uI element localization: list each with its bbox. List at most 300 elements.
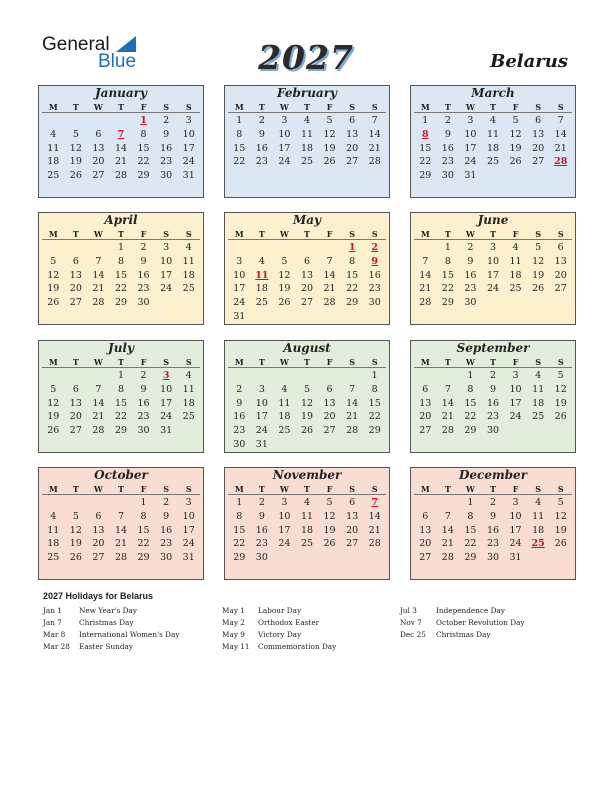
day-cell: 30 — [255, 552, 268, 564]
day-grid — [414, 369, 572, 438]
empty-day-cell — [318, 369, 341, 383]
weekday-header: S — [163, 229, 170, 239]
weekday-header: S — [163, 484, 170, 494]
weekday-header: F — [326, 229, 333, 239]
weekday-header: W — [93, 229, 103, 239]
day-cell: 28 — [441, 425, 454, 437]
day-cell: 6 — [95, 128, 102, 140]
day-cell: 13 — [532, 128, 545, 140]
day-cell: 13 — [419, 397, 432, 409]
day-cell: 21 — [346, 411, 359, 423]
weekday-header: S — [349, 357, 356, 367]
day-cell: 10 — [160, 255, 173, 267]
weekday-header: F — [512, 357, 519, 367]
day-cell: 16 — [255, 142, 268, 154]
weekday-header: W — [465, 357, 475, 367]
weekday-header: F — [140, 357, 147, 367]
day-grid — [414, 496, 572, 565]
day-cell: 22 — [368, 411, 381, 423]
day-cell: 28 — [419, 297, 432, 309]
day-grid — [228, 369, 386, 452]
day-cell: 29 — [137, 552, 150, 564]
day-cell: 23 — [233, 425, 246, 437]
weekday-header-row — [414, 356, 572, 368]
weekday-header: W — [279, 229, 289, 239]
day-cell: 22 — [464, 411, 477, 423]
weekday-header: W — [93, 484, 103, 494]
day-cell: 23 — [441, 156, 454, 168]
day-cell: 2 — [140, 370, 147, 381]
holiday-row — [43, 629, 179, 641]
day-cell: 25 — [47, 170, 60, 182]
day-cell: 16 — [233, 411, 246, 423]
holiday-date: May 2 — [222, 618, 245, 627]
day-cell: 11 — [532, 383, 545, 395]
holiday-date: Jan 7 — [43, 618, 62, 627]
day-cell: 24 — [255, 425, 268, 437]
holiday-name: New Year's Day — [79, 606, 138, 615]
holiday-row — [222, 617, 336, 629]
weekday-header-row — [42, 356, 200, 368]
weekday-header: T — [118, 229, 124, 239]
weekday-header: T — [258, 484, 265, 494]
day-cell: 6 — [95, 510, 102, 522]
day-grid — [414, 241, 572, 310]
day-cell: 29 — [137, 170, 150, 182]
holiday-date: Mar 28 — [43, 642, 70, 651]
day-grid — [42, 369, 200, 438]
day-cell: 20 — [419, 411, 432, 423]
month-title: April — [104, 213, 138, 227]
day-cell: 11 — [532, 510, 545, 522]
empty-day-cell — [251, 369, 274, 383]
day-cell: 26 — [323, 156, 336, 168]
day-cell: 10 — [255, 397, 268, 409]
weekday-header: S — [185, 229, 192, 239]
day-grid — [42, 496, 200, 565]
day-cell: 7 — [349, 383, 356, 395]
day-cell: 21 — [554, 142, 567, 154]
weekday-header: M — [234, 102, 244, 112]
weekday-header: F — [512, 102, 519, 112]
day-cell: 18 — [47, 156, 60, 168]
day-cell: 17 — [160, 397, 173, 409]
day-cell: 3 — [236, 255, 243, 267]
day-cell: 19 — [323, 524, 336, 536]
holiday-name: Easter Sunday — [79, 642, 134, 651]
day-cell: 21 — [419, 283, 432, 295]
day-cell: 4 — [535, 370, 542, 381]
day-cell: 8 — [140, 128, 147, 140]
weekday-header: F — [326, 357, 333, 367]
day-cell: 19 — [47, 411, 60, 423]
month-title: September — [456, 341, 530, 355]
month-title: May — [292, 213, 322, 227]
holiday-name: Orthodox Easter — [258, 618, 320, 627]
day-cell: 11 — [182, 255, 195, 267]
day-cell: 30 — [464, 297, 477, 309]
day-cell: 9 — [163, 128, 170, 140]
day-cell: 15 — [464, 397, 477, 409]
holiday-date: May 9 — [222, 630, 245, 639]
day-cell: 3 — [185, 115, 192, 126]
holiday-row — [222, 641, 336, 653]
day-cell: 26 — [532, 283, 545, 295]
day-cell: 2 — [236, 383, 243, 395]
day-cell: 5 — [557, 497, 564, 508]
day-cell: 14 — [441, 397, 454, 409]
weekday-header: F — [512, 229, 519, 239]
day-cell: 10 — [160, 383, 173, 395]
weekday-header: F — [326, 102, 333, 112]
empty-day-cell — [296, 369, 319, 383]
weekday-header-row — [228, 228, 386, 240]
day-cell: 9 — [444, 128, 451, 140]
holiday-date: Jul 3 — [400, 606, 417, 615]
day-cell: 21 — [441, 538, 454, 550]
holiday-row — [400, 605, 525, 617]
day-cell: 1 — [444, 242, 451, 253]
day-cell: 25 — [182, 283, 195, 295]
weekday-header: S — [163, 102, 170, 112]
weekday-header: S — [163, 357, 170, 367]
day-cell: 18 — [182, 269, 195, 281]
day-cell: 25 — [47, 552, 60, 564]
day-cell: 13 — [69, 269, 82, 281]
day-cell: 29 — [346, 297, 359, 309]
weekday-header: T — [304, 484, 310, 494]
day-cell: 30 — [137, 297, 150, 309]
holiday-row — [400, 617, 525, 629]
day-cell: 9 — [258, 510, 265, 522]
day-cell: 25 — [509, 283, 522, 295]
empty-day-cell — [87, 241, 110, 255]
day-cell: 23 — [160, 538, 173, 550]
day-cell: 8 — [140, 510, 147, 522]
day-cell: 18 — [509, 269, 522, 281]
day-cell: 27 — [419, 425, 432, 437]
day-cell: 23 — [464, 283, 477, 295]
day-cell: 12 — [47, 269, 60, 281]
day-cell: 1 — [467, 370, 474, 381]
day-cell: 12 — [47, 397, 60, 409]
day-cell: 29 — [114, 297, 128, 309]
empty-day-cell — [65, 496, 88, 510]
holiday-day-cell: 8 — [421, 128, 429, 140]
holiday-row — [400, 629, 525, 641]
day-cell: 20 — [323, 411, 336, 423]
empty-day-cell — [251, 241, 274, 255]
day-cell: 26 — [47, 425, 60, 437]
weekday-header: W — [279, 102, 289, 112]
day-cell: 27 — [69, 425, 82, 437]
month-title: January — [95, 86, 147, 100]
day-cell: 24 — [278, 538, 291, 550]
day-cell: 1 — [422, 115, 429, 126]
day-cell: 18 — [47, 538, 60, 550]
weekday-header: S — [349, 102, 356, 112]
day-cell: 27 — [532, 156, 545, 168]
day-cell: 1 — [236, 497, 243, 508]
day-cell: 28 — [92, 297, 105, 309]
weekday-header: W — [465, 229, 475, 239]
day-cell: 19 — [69, 156, 82, 168]
day-cell: 4 — [50, 128, 57, 140]
day-cell: 15 — [137, 524, 150, 536]
month-title: June — [477, 213, 509, 227]
day-cell: 22 — [419, 156, 432, 168]
holiday-name: October Revolution Day — [436, 618, 525, 627]
day-cell: 15 — [114, 397, 128, 409]
day-cell: 9 — [489, 510, 497, 522]
day-cell: 24 — [182, 538, 195, 550]
day-cell: 27 — [92, 170, 105, 182]
day-cell: 6 — [326, 383, 333, 395]
holiday-name: International Women's Day — [79, 630, 180, 639]
day-cell: 20 — [69, 283, 82, 295]
day-cell: 20 — [532, 142, 545, 154]
day-cell: 7 — [557, 115, 564, 126]
day-cell: 1 — [117, 370, 125, 381]
weekday-header: T — [444, 229, 451, 239]
day-cell: 20 — [419, 538, 432, 550]
day-cell: 25 — [278, 425, 291, 437]
day-cell: 5 — [281, 255, 288, 267]
day-cell: 26 — [554, 538, 567, 550]
empty-day-cell — [228, 241, 251, 255]
holiday-row — [43, 617, 179, 629]
day-cell: 4 — [535, 497, 542, 508]
month-title: October — [94, 468, 148, 482]
empty-day-cell — [42, 369, 65, 383]
day-cell: 3 — [512, 497, 519, 508]
month-july — [38, 340, 204, 453]
day-cell: 27 — [92, 552, 105, 564]
holiday-name: Commemoration Day — [258, 642, 337, 651]
day-cell: 16 — [255, 524, 268, 536]
day-cell: 5 — [72, 510, 79, 522]
day-cell: 2 — [163, 115, 170, 126]
day-cell: 27 — [419, 552, 432, 564]
month-september — [410, 340, 576, 453]
day-cell: 20 — [346, 142, 359, 154]
day-cell: 12 — [532, 255, 545, 267]
weekday-header: S — [185, 357, 192, 367]
logo-text-general: General — [42, 34, 110, 55]
day-cell: 12 — [323, 128, 336, 140]
day-cell: 11 — [278, 397, 291, 409]
day-cell: 15 — [233, 524, 246, 536]
month-november — [224, 467, 390, 580]
day-cell: 15 — [137, 142, 150, 154]
day-cell: 14 — [441, 524, 454, 536]
day-cell: 5 — [326, 497, 333, 508]
day-cell: 29 — [419, 170, 432, 182]
day-cell: 31 — [182, 170, 195, 182]
day-cell: 17 — [464, 142, 477, 154]
day-cell: 4 — [303, 115, 311, 126]
day-cell: 14 — [323, 269, 336, 281]
weekday-header: S — [371, 102, 378, 112]
weekday-header: T — [118, 357, 124, 367]
day-cell: 29 — [114, 425, 128, 437]
day-cell: 18 — [182, 397, 195, 409]
day-cell: 14 — [346, 397, 359, 409]
weekday-header: T — [72, 484, 79, 494]
calendar-year: 2027 — [258, 38, 354, 77]
weekday-header: S — [185, 484, 192, 494]
day-cell: 14 — [92, 397, 105, 409]
month-january — [38, 85, 204, 198]
day-cell: 3 — [467, 115, 474, 126]
day-cell: 19 — [509, 142, 522, 154]
day-cell: 10 — [509, 510, 522, 522]
day-cell: 9 — [140, 383, 147, 395]
day-cell: 4 — [303, 497, 311, 508]
weekday-header-row — [414, 228, 572, 240]
weekday-header: S — [557, 484, 564, 494]
day-cell: 26 — [323, 538, 336, 550]
weekday-header: F — [140, 229, 147, 239]
weekday-header: T — [258, 357, 265, 367]
day-cell: 16 — [160, 524, 173, 536]
day-cell: 16 — [486, 397, 500, 409]
weekday-header: T — [72, 357, 79, 367]
day-cell: 8 — [349, 255, 356, 267]
day-cell: 12 — [509, 128, 522, 140]
day-cell: 15 — [346, 269, 359, 281]
holiday-day-cell: 2 — [371, 242, 379, 253]
month-may — [224, 212, 390, 325]
weekday-header: M — [48, 229, 58, 239]
holiday-row — [222, 629, 336, 641]
weekday-header: S — [371, 484, 378, 494]
day-cell: 13 — [554, 255, 567, 267]
day-cell: 11 — [300, 128, 314, 140]
day-cell: 7 — [326, 255, 333, 267]
day-grid — [42, 114, 200, 183]
holiday-day-cell: 1 — [140, 115, 147, 126]
day-cell: 13 — [92, 142, 105, 154]
weekday-header: W — [93, 102, 103, 112]
day-cell: 22 — [233, 538, 246, 550]
day-cell: 8 — [467, 510, 474, 522]
weekday-header: T — [490, 102, 496, 112]
weekday-header: M — [48, 484, 58, 494]
day-cell: 15 — [114, 269, 128, 281]
day-cell: 5 — [303, 383, 311, 395]
empty-day-cell — [42, 241, 65, 255]
day-cell: 28 — [368, 156, 381, 168]
day-cell: 30 — [368, 297, 381, 309]
day-cell: 19 — [300, 411, 314, 423]
day-cell: 28 — [323, 297, 336, 309]
weekday-header-row — [228, 356, 386, 368]
day-cell: 2 — [258, 497, 265, 508]
day-cell: 31 — [509, 552, 522, 564]
day-cell: 19 — [554, 397, 567, 409]
day-cell: 26 — [300, 425, 314, 437]
day-cell: 22 — [346, 283, 359, 295]
day-cell: 24 — [509, 538, 522, 550]
day-cell: 31 — [160, 425, 173, 437]
weekday-header-row — [228, 101, 386, 113]
day-cell: 29 — [368, 425, 381, 437]
weekday-header: S — [185, 102, 192, 112]
day-cell: 11 — [300, 510, 314, 522]
day-cell: 28 — [114, 170, 128, 182]
weekday-header: T — [258, 229, 265, 239]
empty-day-cell — [228, 369, 251, 383]
day-cell: 13 — [92, 524, 105, 536]
day-cell: 6 — [72, 255, 79, 267]
day-cell: 12 — [554, 383, 567, 395]
day-cell: 23 — [486, 411, 500, 423]
day-cell: 3 — [185, 497, 192, 508]
day-cell: 27 — [554, 283, 567, 295]
weekday-header: S — [557, 229, 564, 239]
holiday-name: Christmas Day — [79, 618, 134, 627]
day-grid — [414, 114, 572, 183]
day-cell: 10 — [278, 128, 291, 140]
weekday-header: M — [420, 229, 430, 239]
day-grid — [228, 496, 386, 565]
day-cell: 11 — [47, 524, 60, 536]
day-cell: 22 — [114, 411, 128, 423]
day-cell: 18 — [486, 142, 500, 154]
day-cell: 25 — [486, 156, 500, 168]
day-cell: 7 — [371, 115, 378, 126]
weekday-header: S — [535, 484, 542, 494]
weekday-header: T — [490, 357, 496, 367]
empty-day-cell — [110, 114, 133, 128]
day-cell: 17 — [486, 269, 500, 281]
day-cell: 30 — [486, 552, 500, 564]
day-cell: 25 — [255, 297, 268, 309]
weekday-header: F — [140, 102, 147, 112]
month-june — [410, 212, 576, 325]
day-cell: 29 — [464, 425, 477, 437]
holiday-day-cell: 25 — [531, 538, 545, 550]
holiday-date: May 1 — [222, 606, 245, 615]
weekday-header-row — [42, 483, 200, 495]
day-cell: 28 — [368, 538, 381, 550]
day-cell: 25 — [532, 411, 545, 423]
month-december — [410, 467, 576, 580]
day-cell: 17 — [255, 411, 268, 423]
day-cell: 7 — [444, 510, 451, 522]
weekday-header: T — [490, 484, 496, 494]
day-cell: 16 — [464, 269, 477, 281]
empty-day-cell — [296, 241, 319, 255]
weekday-header: T — [258, 102, 265, 112]
day-cell: 4 — [185, 242, 192, 253]
weekday-header-row — [414, 101, 572, 113]
day-cell: 11 — [486, 128, 500, 140]
weekday-header: T — [118, 484, 124, 494]
holiday-day-cell: 7 — [371, 497, 379, 508]
day-cell: 10 — [278, 510, 291, 522]
day-cell: 6 — [349, 115, 356, 126]
month-april — [38, 212, 204, 325]
day-cell: 3 — [512, 370, 519, 381]
day-cell: 22 — [441, 283, 454, 295]
day-cell: 29 — [441, 297, 454, 309]
day-cell: 20 — [92, 538, 105, 550]
day-cell: 17 — [182, 524, 195, 536]
day-cell: 20 — [92, 156, 105, 168]
day-cell: 2 — [467, 242, 474, 253]
